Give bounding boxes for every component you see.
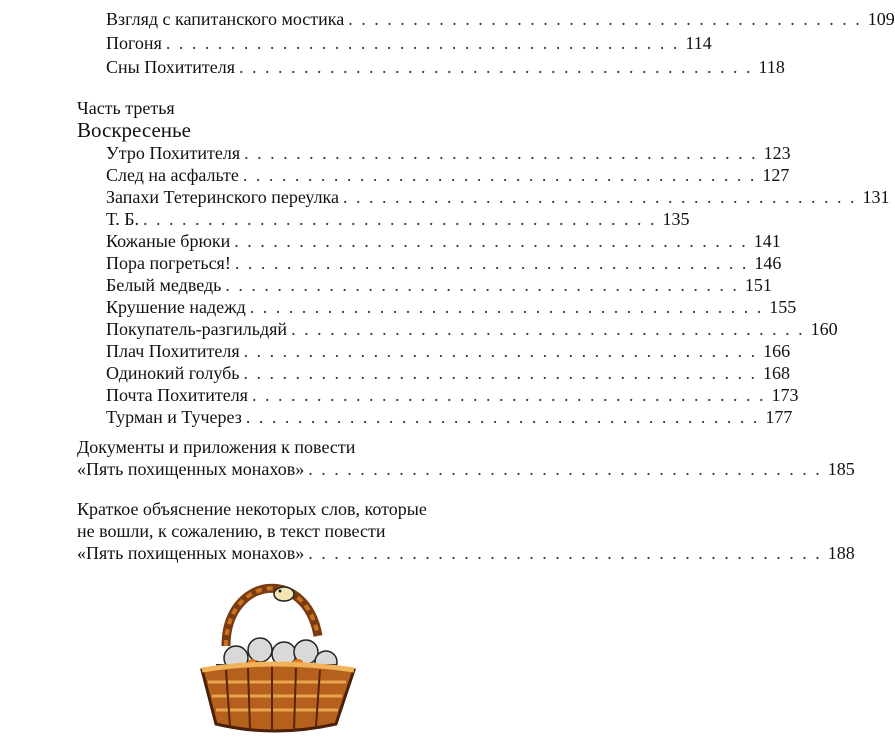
toc-entry-page: 114	[685, 33, 712, 53]
toc-entry	[106, 164, 790, 186]
toc-entry	[106, 318, 838, 340]
toc-entry-page: 123	[763, 143, 791, 163]
toc-leader: . . . . . . . . . . . . . . . . . . . . . . . . . . . . . . . . . . . . . . . .	[243, 363, 758, 383]
toc-leader: . . . . . . . . . . . . . . . . . . . . . . . . . . . . . . . . . . . . . . . .	[245, 407, 760, 427]
toc-entry-page: 188	[827, 543, 855, 563]
toc-entry-page: 127	[762, 165, 790, 185]
toc-entry-page: 146	[754, 253, 782, 273]
toc-entry-page: 118	[758, 57, 785, 77]
basket-illustration	[186, 566, 362, 738]
toc-entry	[106, 274, 772, 296]
toc-entry-page: 168	[763, 363, 791, 383]
toc-entry	[106, 56, 785, 78]
toc-entry-title: След на асфальте	[106, 165, 239, 185]
toc-entry-title: Одинокий голубь	[106, 363, 240, 383]
toc-entry-page: 131	[862, 187, 890, 207]
toc-leader: . . . . . . . . . . . . . . . . . . . . . . . . . . . . . . . . . . . . . . . .	[308, 543, 822, 563]
toc-entry-page: 135	[662, 209, 690, 229]
toc-leader: . . . . . . . . . . . . . . . . . . . . . . . . . . . . . . . . . . . . . . . .	[239, 57, 753, 77]
toc-entry-title: Плач Похитителя	[106, 341, 240, 361]
toc-entry	[106, 8, 895, 30]
toc-entry	[106, 142, 791, 164]
toc-entry-page: 173	[771, 385, 799, 405]
toc-entry-title: Покупатель-разгильдяй	[106, 319, 288, 339]
toc-entry-title: «Пять похищенных монахов»	[77, 459, 305, 479]
toc-entry	[106, 32, 712, 54]
toc-entry-title: Белый медведь	[106, 275, 222, 295]
toc-leader: . . . . . . . . . . . . . . . . . . . . . . . . . . . . . . . . . . . . . . . .	[251, 385, 766, 405]
toc-entry-title: Утро Похитителя	[106, 143, 241, 163]
toc-leader: . . . . . . . . . . . . . . . . . . . . . . . . . . . . . . . . . . . . . . . .	[243, 341, 758, 361]
toc-entry	[106, 362, 791, 384]
toc-leader: . . . . . . . . . . . . . . . . . . . . . . . . . . . . . . . . . . . . . . . .	[348, 9, 862, 29]
appendix-documents-line1: Документы и приложения к повести	[77, 437, 356, 457]
toc-leader: . . . . . . . . . . . . . . . . . . . . . . . . . . . . . . . . . . . . . . . .	[291, 319, 805, 339]
toc-entry	[106, 208, 690, 230]
toc-leader: . . . . . . . . . . . . . . . . . . . . . . . . . . . . . . . . . . . . . . . .	[242, 165, 757, 185]
toc-entry-page: 151	[744, 275, 772, 295]
toc-entry	[106, 252, 782, 274]
toc-entry-page: 109	[867, 9, 895, 29]
toc-entry-page: 155	[769, 297, 797, 317]
toc-entry-page: 166	[763, 341, 791, 361]
toc-entry	[106, 384, 799, 406]
toc-leader: . . . . . . . . . . . . . . . . . . . . . . . . . . . . . . . . . . . . . . . .	[165, 33, 680, 53]
toc-entry-title: Т. Б.	[106, 209, 140, 229]
toc-leader: . . . . . . . . . . . . . . . . . . . . . . . . . . . . . . . . . . . . . . . .	[234, 231, 748, 251]
toc-leader: . . . . . . . . . . . . . . . . . . . . . . . . . . . . . . . . . . . . . . . .	[143, 209, 657, 229]
toc-leader: . . . . . . . . . . . . . . . . . . . . . . . . . . . . . . . . . . . . . . . .	[234, 253, 749, 273]
toc-entry-page: 177	[765, 407, 793, 427]
part-label: Часть третья	[77, 98, 175, 118]
toc-entry-title: Крушение надежд	[106, 297, 246, 317]
toc-entry-page: 160	[810, 319, 838, 339]
appendix-glossary-line1: Краткое объяснение некоторых слов, которые	[77, 499, 427, 519]
toc-entry	[77, 458, 855, 480]
toc-leader: . . . . . . . . . . . . . . . . . . . . . . . . . . . . . . . . . . . . . . . .	[244, 143, 758, 163]
toc-leader: . . . . . . . . . . . . . . . . . . . . . . . . . . . . . . . . . . . . . . . .	[225, 275, 739, 295]
toc-entry-title: «Пять похищенных монахов»	[77, 543, 305, 563]
toc-entry	[106, 296, 797, 318]
toc-entry-page: 141	[753, 231, 781, 251]
toc-entry-title: Погоня	[106, 33, 162, 53]
toc-entry-title: Запахи Тетеринского переулка	[106, 187, 340, 207]
toc-entry-title: Турман и Тучерез	[106, 407, 242, 427]
toc-entry-page: 185	[827, 459, 855, 479]
toc-entry	[106, 186, 890, 208]
toc-entry-title: Почта Похитителя	[106, 385, 248, 405]
appendix-glossary-line2: не вошли, к сожалению, в текст повести	[77, 521, 386, 541]
toc-entry	[106, 230, 781, 252]
toc-entry-title: Взгляд с капитанского мостика	[106, 9, 345, 29]
toc-entry-title: Кожаные брюки	[106, 231, 231, 251]
toc-entry	[106, 406, 793, 428]
toc-leader: . . . . . . . . . . . . . . . . . . . . . . . . . . . . . . . . . . . . . . . .	[343, 187, 857, 207]
toc-entry-title: Сны Похитителя	[106, 57, 236, 77]
toc-entry-title: Пора погреться!	[106, 253, 231, 273]
toc-leader: . . . . . . . . . . . . . . . . . . . . . . . . . . . . . . . . . . . . . . . .	[249, 297, 764, 317]
toc-entry	[106, 340, 791, 362]
toc-leader: . . . . . . . . . . . . . . . . . . . . . . . . . . . . . . . . . . . . . . . .	[308, 459, 822, 479]
toc-entry	[77, 542, 855, 564]
part-title: Воскресенье	[77, 118, 191, 142]
